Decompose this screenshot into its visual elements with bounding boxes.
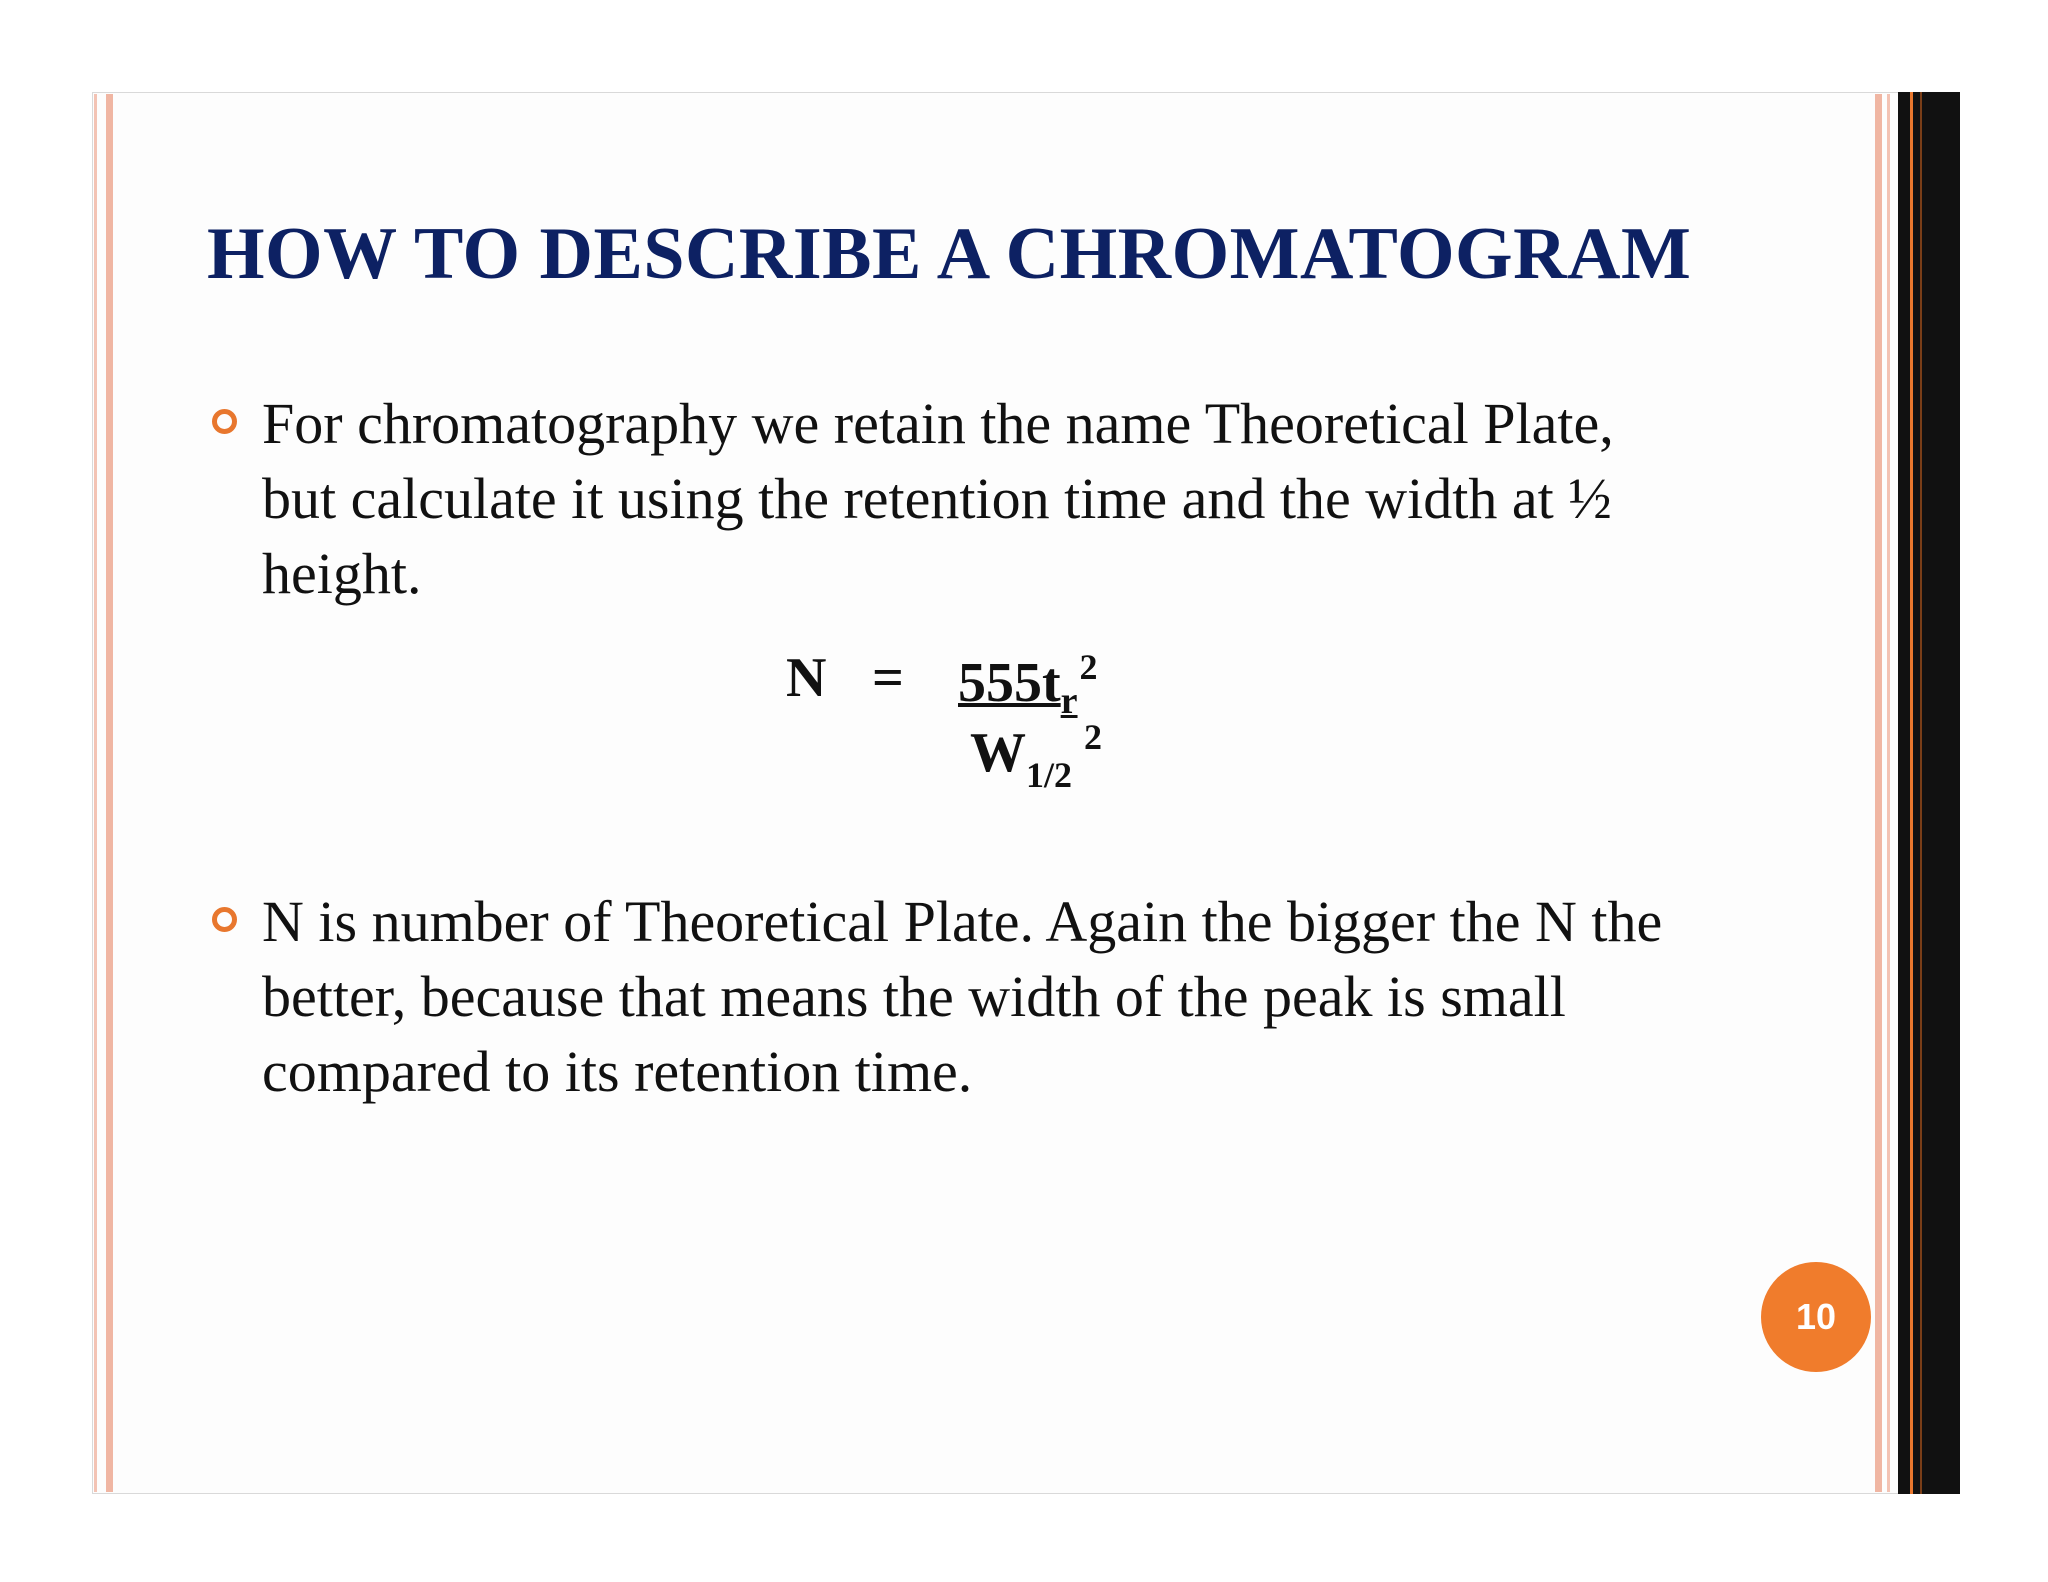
formula-numerator-superscript: 2 [1079,647,1098,687]
slide-title: HOW TO DESCRIBE A CHROMATOGRAM [207,213,1692,295]
formula-numerator [958,646,1098,723]
right-border-line [1887,94,1890,1492]
formula-numerator-base: 555t [958,652,1061,714]
right-border-stripe [1875,94,1882,1492]
formula-denominator-subscript: 1/2 [1026,755,1073,795]
formula-denominator [970,716,1102,796]
formula-denominator-base: W [970,722,1026,784]
formula-lhs: N [786,647,827,709]
bullet-icon [212,409,237,434]
right-decorative-bar [1898,92,1960,1494]
formula-equals: = [872,647,904,709]
bullet-text: For chromatography we retain the name Theoretical Plate, but calculate it using the retention time and the width at ½ height. [262,391,1614,606]
right-bar-accent-stripe [1910,92,1913,1494]
formula-denominator-superscript: 2 [1084,717,1103,757]
theoretical-plate-formula [780,640,1160,800]
bullet-text: N is number of Theoretical Plate. Again the bigger the N the better, because that means the width of the peak is small compared to its retention time. [262,889,1663,1104]
bullet-icon [212,907,237,932]
left-border-stripe [106,94,113,1492]
formula-numerator-subscript: r [1060,680,1078,722]
left-border-line [94,94,97,1492]
right-bar-dark-stripe [1920,92,1922,1494]
page-number-badge: 10 [1761,1262,1871,1372]
